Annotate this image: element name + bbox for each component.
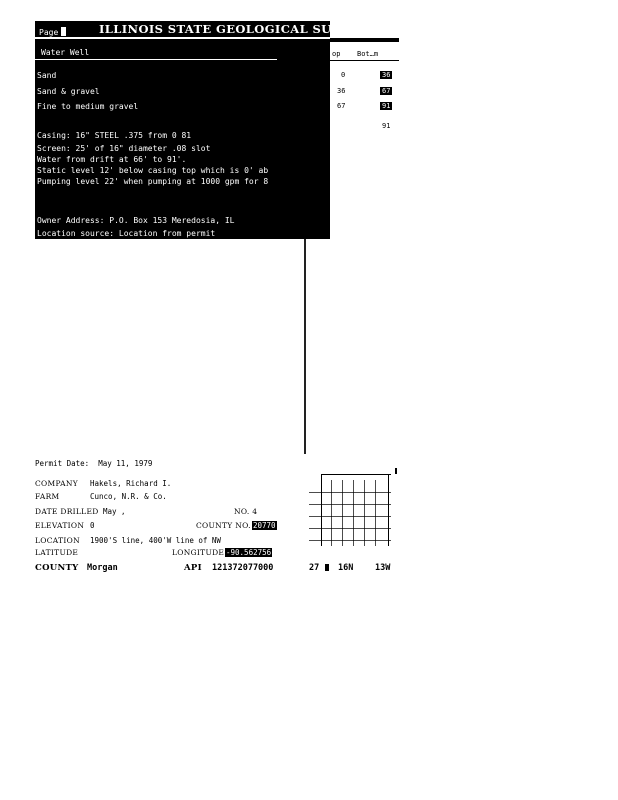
bottom-depth-3: 91: [382, 102, 391, 110]
static-level-line: Static level 12' below casing top which is 0' ab: [37, 166, 269, 175]
formation-row-3: Fine to medium gravel: [37, 102, 139, 111]
location-value: 1900'S line, 400'W line of NW: [90, 536, 221, 545]
water-from-line: Water from drift at 66' to 91'.: [37, 155, 187, 164]
record-type: Water Well: [41, 48, 90, 57]
section-number: 27: [309, 563, 320, 573]
survey-title: ILLINOIS STATE GEOLOGICAL SURVEY: [99, 22, 369, 36]
county-no-value: 20770: [253, 521, 276, 530]
header-rule: [35, 37, 330, 39]
depth-header-rule: [330, 38, 399, 42]
formation-row-1: Sand: [37, 71, 57, 80]
elevation-value: 0: [90, 521, 95, 530]
top-depth-2: 36: [337, 87, 346, 95]
section-marker: [325, 564, 329, 571]
page-label: Page: [39, 27, 66, 37]
owner-address-line: Owner Address: P.O. Box 153 Meredosia, IL: [37, 216, 235, 225]
company-value: Hakels, Richard I.: [90, 479, 172, 488]
longitude-label: LONGITUDE: [172, 548, 225, 557]
date-drilled-value: May ,: [103, 507, 126, 516]
api-label: API: [184, 563, 202, 573]
total-depth: 91: [382, 122, 391, 130]
screen-line: Screen: 25' of 16" diameter .08 slot: [37, 144, 211, 153]
bottom-depth-2: 67: [382, 87, 391, 95]
casing-line: Casing: 16" STEEL .375 from 0 81: [37, 131, 192, 140]
longitude-value: -90.562756: [226, 548, 272, 557]
bottom-column-header: Bot…m: [357, 50, 379, 58]
top-column-header: op: [332, 50, 341, 58]
company-label: COMPANY: [35, 479, 78, 488]
county-no-label: COUNTY NO.: [196, 521, 251, 530]
township: 16N: [338, 563, 354, 573]
elevation-label: ELEVATION: [35, 521, 85, 530]
permit-date: Permit Date: May 11, 1979: [35, 459, 153, 468]
range: 13W: [375, 563, 391, 573]
section-grid: [309, 474, 397, 554]
county-value: Morgan: [87, 563, 118, 573]
top-depth-1: 0: [341, 71, 346, 79]
bottom-depth-1: 36: [382, 71, 391, 79]
county-label: COUNTY: [35, 563, 79, 573]
well-number: NO. 4: [234, 507, 258, 516]
location-label: LOCATION: [35, 536, 80, 545]
sub-rule: [35, 59, 277, 60]
depth-sub-rule: [330, 60, 399, 61]
scan-divider-line: [304, 239, 306, 454]
latitude-label: LATITUDE: [35, 548, 79, 557]
api-value: 121372077000: [212, 563, 274, 573]
formation-row-2: Sand & gravel: [37, 87, 100, 96]
farm-label: FARM: [35, 492, 60, 501]
date-drilled-label: DATE DRILLED: [35, 507, 99, 516]
pumping-level-line: Pumping level 22' when pumping at 1000 gpm for 8: [37, 177, 269, 186]
top-depth-3: 67: [337, 102, 346, 110]
location-source-line: Location source: Location from permit: [37, 229, 216, 238]
farm-value: Cunco, N.R. & Co.: [90, 492, 167, 501]
